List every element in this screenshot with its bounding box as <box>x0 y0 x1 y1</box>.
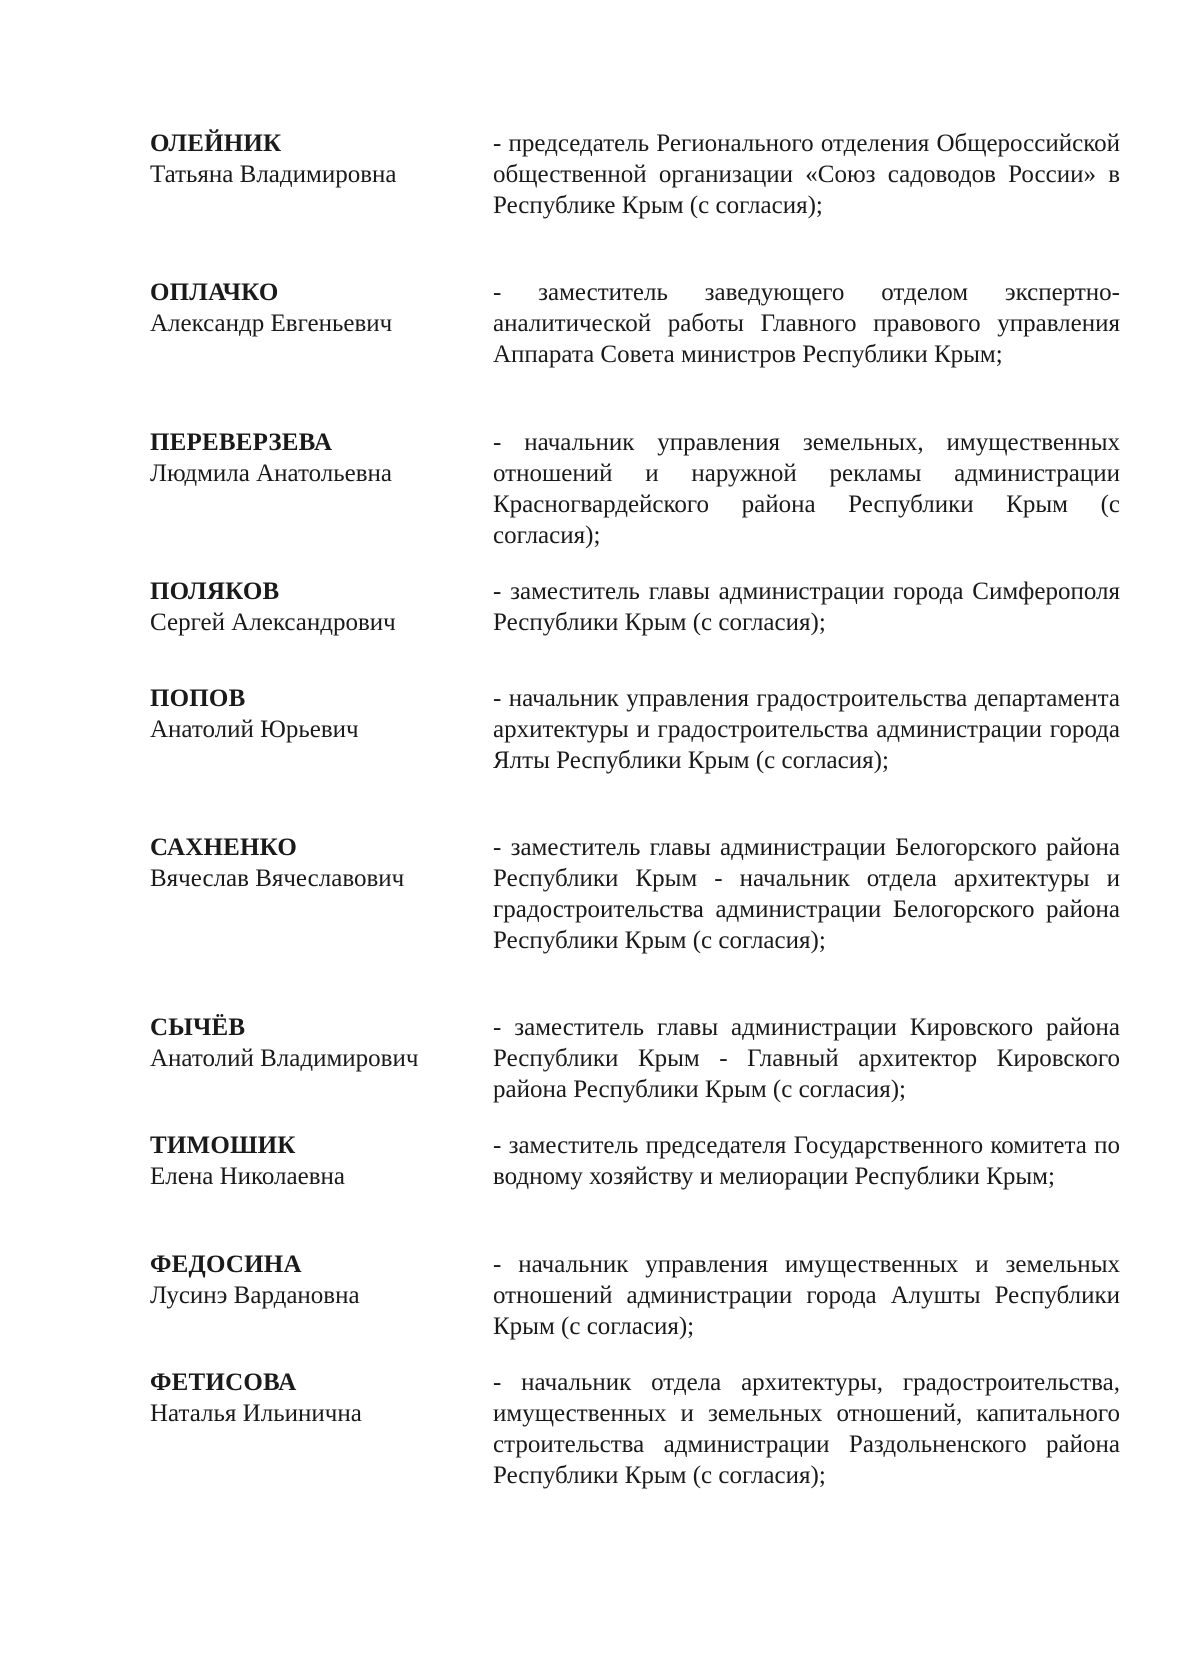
member-role: - начальник управления имущественных и земельных отношений администрации города Алушты Республики Крым (с согласия); <box>493 1251 1120 1340</box>
member-given-name: Анатолий Юрьевич <box>150 716 359 743</box>
member-given-name: Лусинэ Вардановна <box>150 1282 360 1309</box>
member-given-name: Вячеслав Вячеславович <box>150 865 405 892</box>
member-person <box>150 277 460 339</box>
member-surname: ФЕТИСОВА <box>150 1369 297 1396</box>
member-role: - заместитель председателя Государственного комитета по водному хозяйству и мелиорации Республики Крым; <box>493 1132 1120 1190</box>
member-person <box>150 1012 460 1074</box>
member-given-name: Сергей Александрович <box>150 609 396 636</box>
member-person <box>150 1249 460 1311</box>
member-role: - заместитель главы администрации Кировского района Республики Крым - Главный архитектор Кировского района Республики Крым (с согласия); <box>493 1014 1120 1103</box>
member-role: - заместитель заведующего отделом экспертно-аналитической работы Главного правового управления Аппарата Совета министров Республики Крым; <box>493 279 1120 368</box>
member-given-name: Елена Николаевна <box>150 1163 345 1190</box>
member-surname: СЫЧЁВ <box>150 1014 246 1041</box>
member-role: - начальник отдела архитектуры, градостроительства, имущественных и земельных отношений, капитального строительства администрации Раздольненского района Республики Крым (с согласия); <box>493 1369 1120 1489</box>
member-surname: ПОЛЯКОВ <box>150 578 280 605</box>
member-surname: САХНЕНКО <box>150 834 298 861</box>
member-surname: ПЕРЕВЕРЗЕВА <box>150 429 333 456</box>
member-person <box>150 128 460 190</box>
member-given-name: Александр Евгеньевич <box>150 310 393 337</box>
member-person <box>150 1130 460 1192</box>
member-surname: ФЕДОСИНА <box>150 1251 302 1278</box>
member-given-name: Татьяна Владимировна <box>150 161 397 188</box>
member-person <box>150 1367 460 1429</box>
member-person <box>150 683 460 745</box>
member-person <box>150 427 460 489</box>
member-surname: ТИМОШИК <box>150 1132 296 1159</box>
member-given-name: Наталья Ильинична <box>150 1400 362 1427</box>
member-role: - заместитель главы администрации Белогорского района Республики Крым - начальник отдела архитектуры и градостроительства администрации Белогорского района Республики Крым (с согласия); <box>493 834 1120 954</box>
member-person <box>150 576 460 638</box>
member-role: - начальник управления земельных, имущественных отношений и наружной рекламы администрации Красногвардейского района Республики Крым (с согласия); <box>493 429 1120 549</box>
member-surname: ОПЛАЧКО <box>150 279 279 306</box>
member-role: - председатель Регионального отделения Общероссийской общественной организации «Союз садоводов России» в Республике Крым (с согласия); <box>493 130 1120 219</box>
member-person <box>150 832 460 894</box>
member-surname: ОЛЕЙНИК <box>150 130 282 157</box>
member-role: - заместитель главы администрации города Симферополя Республики Крым (с согласия); <box>493 578 1120 636</box>
member-role: - начальник управления градостроительства департамента архитектуры и градостроительства администрации города Ялты Республики Крым (с согласия); <box>493 685 1120 774</box>
member-surname: ПОПОВ <box>150 685 246 712</box>
member-given-name: Анатолий Владимирович <box>150 1045 419 1072</box>
member-given-name: Людмила Анатольевна <box>150 460 393 487</box>
